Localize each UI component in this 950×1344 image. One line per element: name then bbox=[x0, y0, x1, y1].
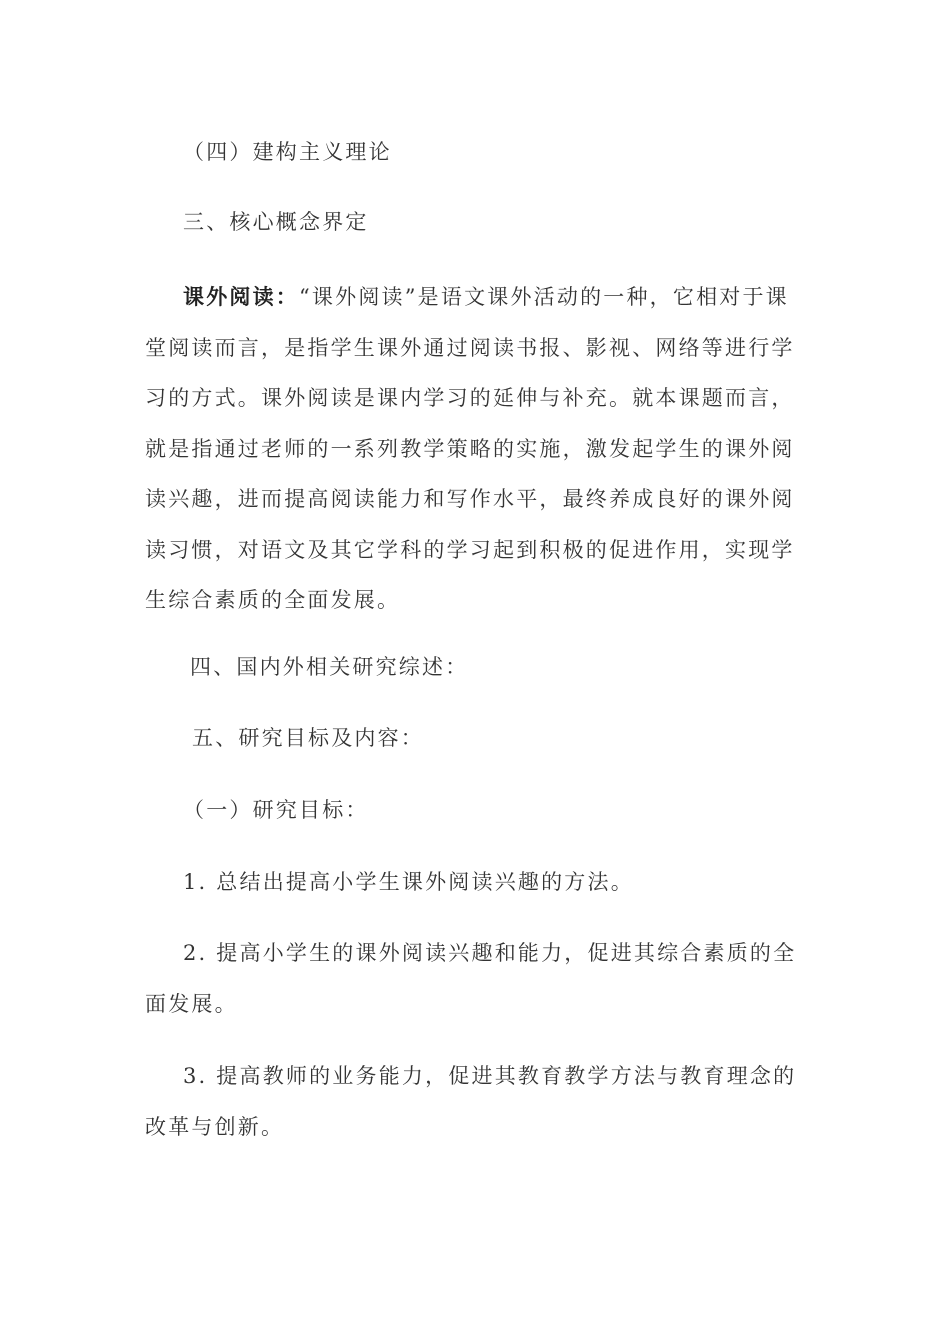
goal-item: 2. 提高小学生的课外阅读兴趣和能力，促进其综合素质的全面发展。 bbox=[145, 941, 797, 1016]
goal-item: 1. 总结出提高小学生课外阅读兴趣的方法。 bbox=[183, 870, 634, 894]
heading-research-goals-content: 五、研究目标及内容： bbox=[192, 726, 424, 750]
heading-constructivism-theory: （四）建构主义理论 bbox=[183, 140, 392, 164]
definition-paragraph bbox=[145, 272, 805, 626]
heading-research-review: 四、国内外相关研究综述： bbox=[190, 655, 469, 679]
heading-research-goals: （一）研究目标： bbox=[183, 798, 369, 822]
definition-term: 课外阅读： bbox=[183, 284, 299, 309]
goal-item: 3. 提高教师的业务能力，促进其教育教学方法与教育理念的改革与创新。 bbox=[145, 1064, 797, 1139]
definition-body: “课外阅读”是语文课外活动的一种，它相对于课堂阅读而言，是指学生课外通过阅读书报、影视、网络等进行学习的方式。课外阅读是课内学习的延伸与补充。就本课题而言，就是指通过老师的一系列教学策略的实施，激发起学生的课外阅读兴趣，进而提高阅读能力和写作水平，最终养成良好的课外阅读习惯，对语文及其它学科的学习起到积极的促进作用，实现学生综合素质的全面发展。 bbox=[145, 285, 795, 612]
heading-core-concepts: 三、核心概念界定 bbox=[183, 210, 369, 234]
